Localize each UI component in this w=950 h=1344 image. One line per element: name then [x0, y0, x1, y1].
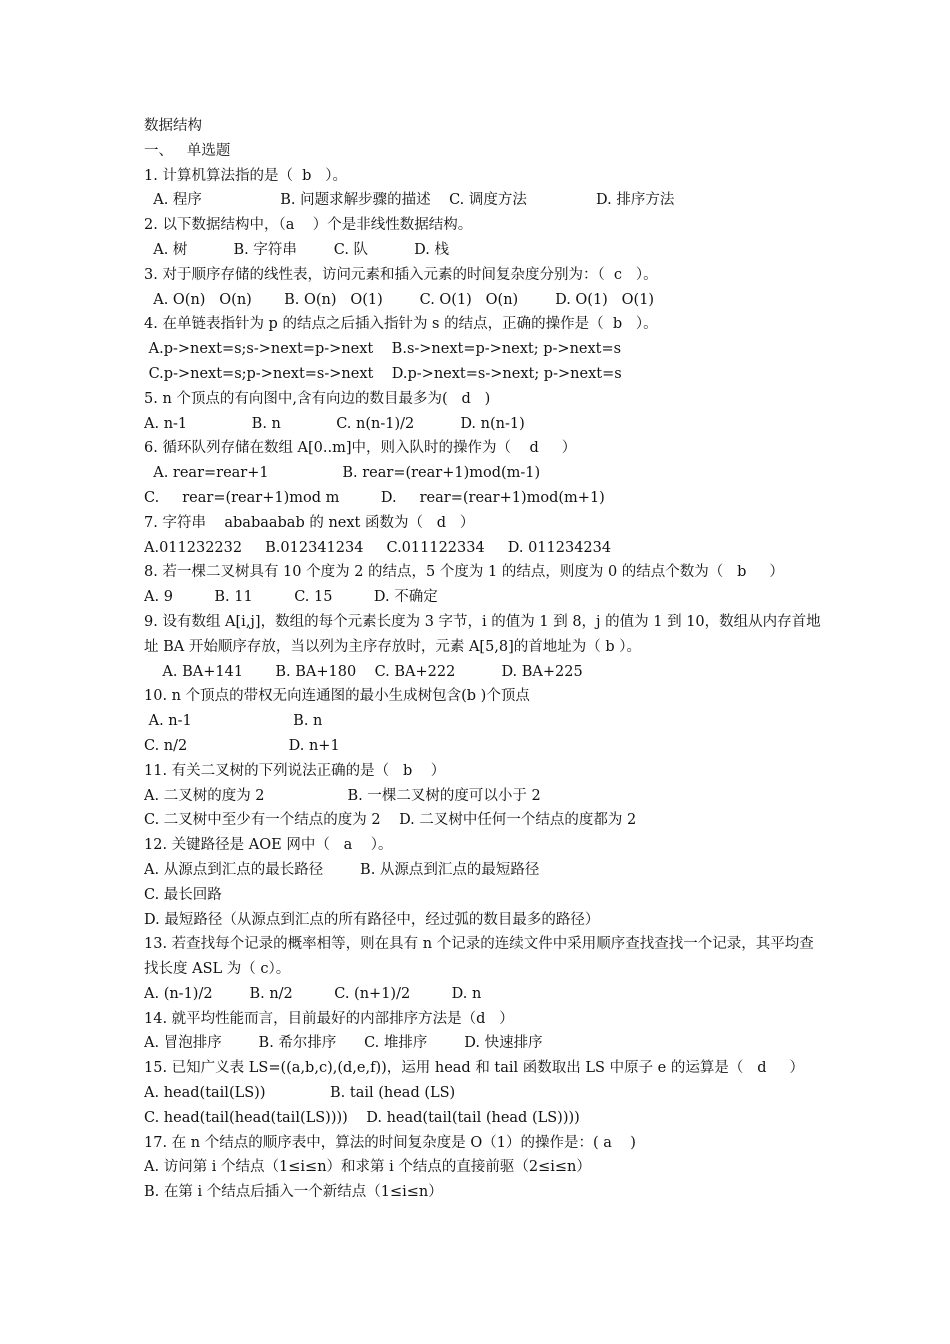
question-10-options-cd: C. n/2 D. n+1: [144, 737, 340, 754]
question-12-option-c: C. 最长回路: [144, 886, 222, 903]
question-7-options: A.011232232 B.012341234 C.011122334 D. 011234234: [144, 539, 612, 556]
question-2: 2. 以下数据结构中，（a ）个是非线性数据结构。: [144, 217, 473, 234]
question-12-option-d: D. 最短路径（从源点到汇点的所有路径中，经过弧的数目最多的路径）: [144, 911, 600, 928]
question-6-options-cd: C. rear=(rear+1)mod m D. rear=(rear+1)mod(m+1): [144, 489, 605, 506]
question-5-options: A. n-1 B. n C. n(n-1)/2 D. n(n-1): [144, 415, 525, 432]
question-9-options: A. BA+141 B. BA+180 C. BA+222 D. BA+225: [144, 663, 583, 680]
question-14: 14. 就平均性能而言，目前最好的内部排序方法是（d ）: [144, 1010, 514, 1027]
question-13: 13. 若查找每个记录的概率相等，则在具有 n 个记录的连续文件中采用顺序查找查找一个记录，其平均查找长度 ASL 为（ c）。: [144, 936, 814, 978]
question-8: 8. 若一棵二叉树具有 10 个度为 2 的结点，5 个度为 1 的结点，则度为 0 的结点个数为（ b ）: [144, 564, 784, 581]
section-heading: 一、 单选题: [144, 142, 231, 159]
question-8-options: A. 9 B. 11 C. 15 D. 不确定: [144, 589, 438, 606]
question-15-options-cd: C. head(tail(head(tail(LS)))) D. head(tail(tail (head (LS)))): [144, 1109, 580, 1126]
question-17-option-b: B. 在第 i 个结点后插入一个新结点（1≤i≤n）: [144, 1184, 443, 1201]
document-page: [144, 114, 824, 1205]
question-10-options-ab: A. n-1 B. n: [144, 713, 323, 730]
question-3: 3. 对于顺序存储的线性表，访问元素和插入元素的时间复杂度分别为：（ c ）。: [144, 266, 658, 283]
question-14-options: A. 冒泡排序 B. 希尔排序 C. 堆排序 D. 快速排序: [144, 1035, 543, 1052]
question-6-options-ab: A. rear=rear+1 B. rear=(rear+1)mod(m-1): [144, 465, 541, 482]
question-11-options-ab: A. 二叉树的度为 2 B. 一棵二叉树的度可以小于 2: [144, 787, 541, 804]
question-2-options: A. 树 B. 字符串 C. 队 D. 栈: [144, 241, 449, 258]
question-4: 4. 在单链表指针为 p 的结点之后插入指针为 s 的结点，正确的操作是（ b ）。: [144, 316, 658, 333]
question-15-options-ab: A. head(tail(LS)) B. tail (head (LS): [144, 1085, 456, 1102]
question-6: 6. 循环队列存储在数组 A[0..m]中，则入队时的操作为（ d ）: [144, 440, 577, 457]
question-11: 11. 有关二叉树的下列说法正确的是（ b ）: [144, 762, 446, 779]
question-5: 5. n 个顶点的有向图中,含有向边的数目最多为( d ): [144, 390, 491, 407]
question-4-options-cd: C.p->next=s;p->next=s->next D.p->next=s->next; p->next=s: [144, 365, 622, 382]
question-9: 9. 设有数组 A[i,j]，数组的每个元素长度为 3 字节，i 的值为 1 到 8，j 的值为 1 到 10，数组从内存首地址 BA 开始顺序存放，当以列为主序存放时，元素 A[5,8]的首地址为（ b ）。: [144, 613, 821, 655]
doc-title: 数据结构: [144, 118, 202, 134]
question-4-options-ab: A.p->next=s;s->next=p->next B.s->next=p->next; p->next=s: [144, 341, 622, 358]
question-12: 12. 关键路径是 AOE 网中（ a ）。: [144, 837, 393, 854]
question-7: 7. 字符串 ababaabab 的 next 函数为（ d ）: [144, 514, 475, 531]
question-17-option-a: A. 访问第 i 个结点（1≤i≤n）和求第 i 个结点的直接前驱（2≤i≤n）: [144, 1159, 591, 1176]
question-1-options: A. 程序 B. 问题求解步骤的描述 C. 调度方法 D. 排序方法: [144, 192, 675, 209]
question-17: 17. 在 n 个结点的顺序表中，算法的时间复杂度是 O（1）的操作是：( a ): [144, 1134, 636, 1151]
question-3-options: A. O(n) O(n) B. O(n) O(1) C. O(1) O(n) D. O(1) O(1): [144, 291, 655, 308]
question-15: 15. 已知广义表 LS=((a,b,c),(d,e,f))，运用 head 和 tail 函数取出 LS 中原子 e 的运算是（ d ）: [144, 1060, 805, 1077]
question-11-options-cd: C. 二叉树中至少有一个结点的度为 2 D. 二叉树中任何一个结点的度都为 2: [144, 812, 637, 829]
question-13-options: A. (n-1)/2 B. n/2 C. (n+1)/2 D. n: [144, 985, 482, 1002]
question-12-options-ab: A. 从源点到汇点的最长路径 B. 从源点到汇点的最短路径: [144, 861, 540, 878]
question-10: 10. n 个顶点的带权无向连通图的最小生成树包含(b )个顶点: [144, 688, 530, 705]
question-1: 1. 计算机算法指的是（ b ）。: [144, 167, 348, 184]
